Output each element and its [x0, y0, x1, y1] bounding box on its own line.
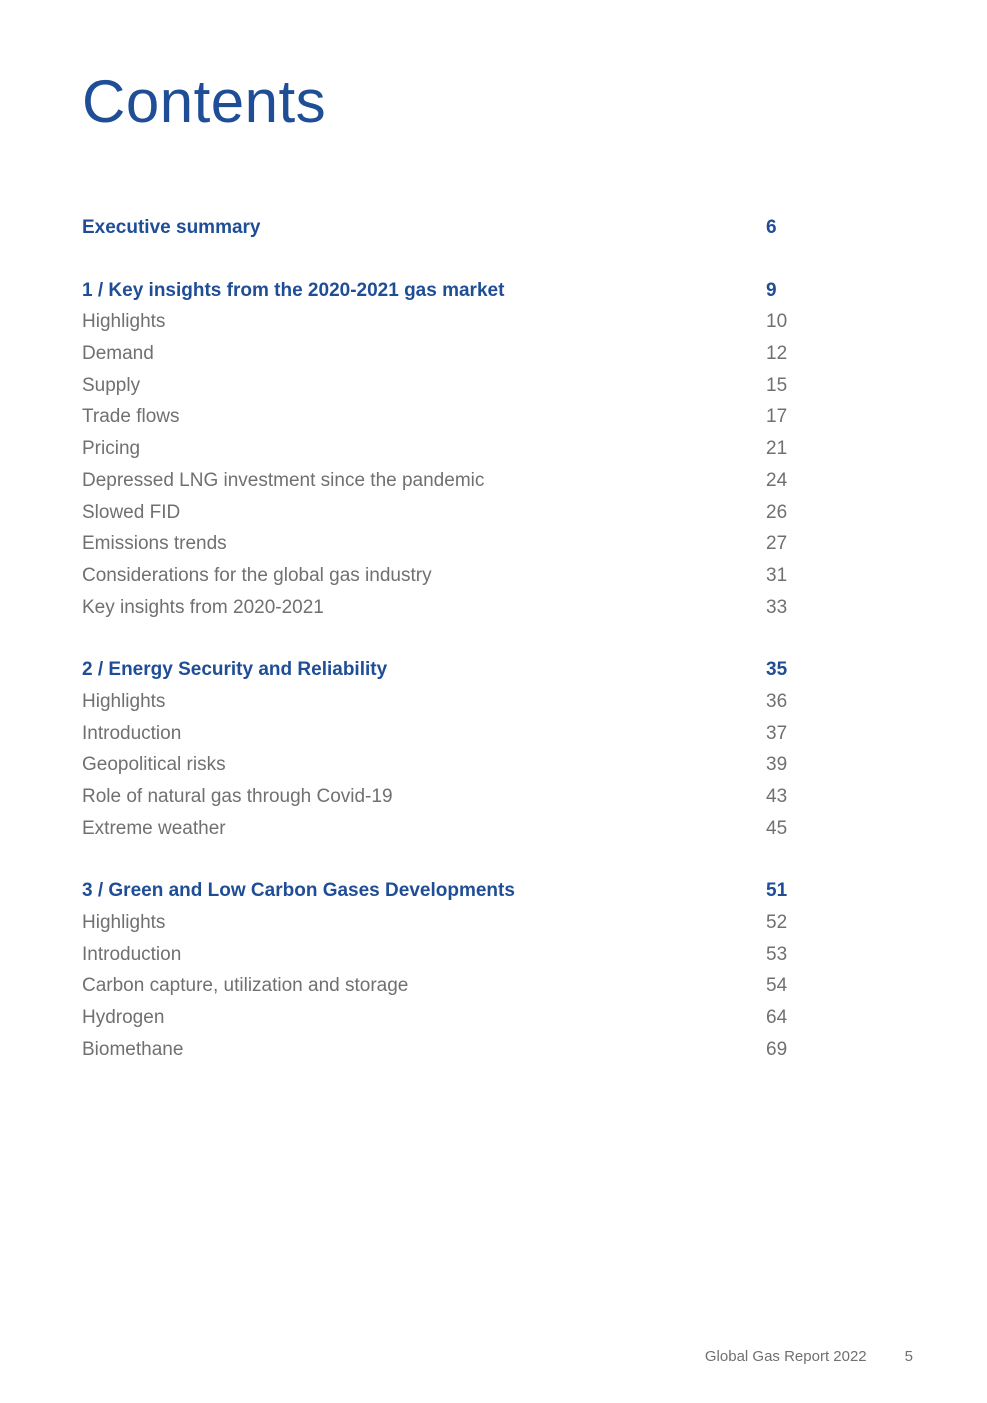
toc-item[interactable] — [82, 907, 792, 939]
toc-heading-page: 51 — [766, 880, 788, 902]
toc-item-label: Hydrogen — [82, 1007, 165, 1029]
toc-item-label: Considerations for the global gas industry — [82, 564, 432, 586]
toc-item[interactable] — [82, 306, 792, 338]
toc-item-label: Role of natural gas through Covid-19 — [82, 786, 393, 807]
toc-item-label: Introduction — [82, 722, 182, 744]
footer-report-name: Global Gas Report 2022 — [704, 1348, 867, 1365]
page-footer — [705, 1348, 913, 1365]
toc-section-3 — [82, 875, 792, 1065]
toc-item[interactable] — [82, 1034, 792, 1066]
toc-item-page: 33 — [766, 596, 788, 618]
toc-item-page: 36 — [766, 690, 788, 712]
toc-item[interactable] — [82, 560, 792, 592]
toc-item-page: 64 — [766, 1007, 788, 1029]
toc-section-1 — [82, 275, 792, 624]
toc-heading-label: Executive summary — [82, 217, 261, 238]
toc-item-page: 10 — [766, 311, 788, 333]
toc-heading-page: 9 — [766, 279, 777, 301]
toc-item-page: 12 — [766, 343, 788, 365]
toc-item-label: Trade flows — [82, 406, 180, 428]
toc-item-label: Key insights from 2020-2021 — [82, 596, 324, 618]
toc-item-page: 53 — [766, 943, 788, 965]
toc-item[interactable] — [82, 592, 792, 624]
toc-item-page: 43 — [766, 786, 788, 807]
toc-item[interactable] — [82, 497, 792, 529]
toc-item[interactable] — [82, 749, 792, 781]
toc-item-page: 24 — [766, 469, 788, 491]
toc-item-page: 21 — [766, 438, 788, 460]
toc-item-label: Emissions trends — [82, 533, 227, 555]
toc-heading-label: 3 / Green and Low Carbon Gases Developments — [82, 880, 515, 902]
toc-item-page: 52 — [766, 912, 788, 934]
toc-item-label: Introduction — [82, 943, 182, 965]
toc-item-page: 27 — [766, 533, 788, 555]
toc-item-label: Demand — [82, 343, 154, 365]
toc-item[interactable] — [82, 718, 792, 750]
toc-item-page: 37 — [766, 722, 788, 744]
toc-item-label: Pricing — [82, 438, 141, 460]
toc-item[interactable] — [82, 939, 792, 971]
toc-item-label: Supply — [82, 374, 141, 396]
toc-item-label: Extreme weather — [82, 817, 226, 839]
toc-item-page: 26 — [766, 501, 788, 523]
toc-heading-label: 2 / Energy Security and Reliability — [82, 659, 388, 681]
toc-item[interactable] — [82, 781, 792, 813]
toc-item-label: Slowed FID — [82, 501, 181, 523]
toc-item[interactable] — [82, 1002, 792, 1034]
toc-item-page: 39 — [766, 754, 788, 776]
toc-item-label: Highlights — [82, 912, 166, 934]
toc-heading[interactable] — [82, 875, 792, 907]
toc-item[interactable] — [82, 686, 792, 718]
toc-item-page: 31 — [766, 564, 788, 586]
toc-item[interactable] — [82, 465, 792, 497]
toc-item-label: Biomethane — [82, 1038, 184, 1060]
toc-item[interactable] — [82, 813, 792, 845]
toc-item-page: 45 — [766, 817, 788, 839]
toc-item-label: Geopolitical risks — [82, 754, 226, 776]
toc-item[interactable] — [82, 528, 792, 560]
toc-heading-label: 1 / Key insights from the 2020-2021 gas market — [82, 279, 505, 301]
toc-heading-page: 6 — [766, 217, 777, 238]
toc-heading[interactable] — [82, 654, 792, 686]
toc-heading[interactable] — [82, 275, 792, 307]
footer-page-number: 5 — [904, 1348, 913, 1365]
table-of-contents — [82, 212, 792, 1097]
page-title: Contents — [82, 68, 327, 135]
toc-heading[interactable] — [82, 212, 792, 244]
toc-item[interactable] — [82, 433, 792, 465]
toc-item-page: 69 — [766, 1038, 788, 1060]
toc-item-page: 15 — [766, 374, 788, 396]
toc-item-page: 17 — [766, 406, 788, 428]
toc-item[interactable] — [82, 970, 792, 1002]
toc-item[interactable] — [82, 401, 792, 433]
toc-item[interactable] — [82, 370, 792, 402]
toc-item[interactable] — [82, 338, 792, 370]
toc-item-page: 54 — [766, 975, 788, 997]
toc-item-label: Highlights — [82, 311, 166, 333]
toc-item-label: Highlights — [82, 690, 166, 712]
toc-item-label: Carbon capture, utilization and storage — [82, 975, 409, 997]
toc-heading-page: 35 — [766, 659, 788, 681]
toc-section-executive-summary — [82, 212, 792, 244]
toc-item-label: Depressed LNG investment since the pandemic — [82, 469, 485, 491]
toc-section-2 — [82, 654, 792, 844]
